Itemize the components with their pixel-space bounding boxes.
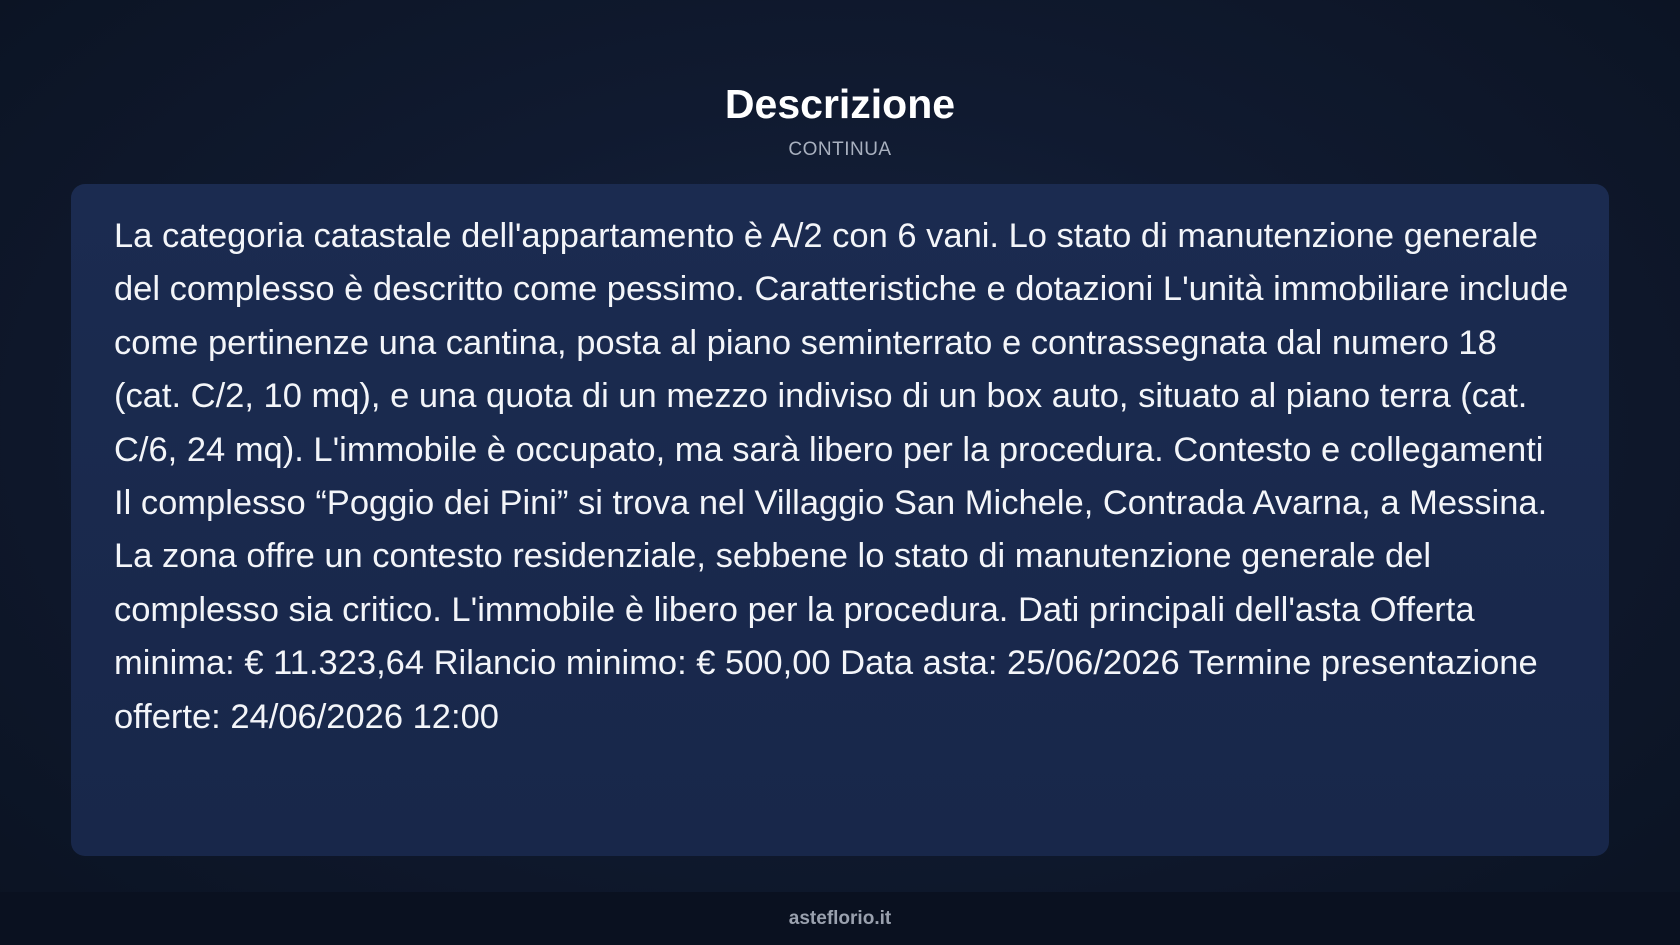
- site-name: asteflorio.it: [788, 908, 892, 929]
- section-header: [0, 78, 1680, 162]
- continua-label: CONTINUA: [788, 139, 892, 160]
- description-text: La categoria catastale dell'appartamento è A/2 con 6 vani. Lo stato di manutenzione generale del complesso è descritto come pessimo. Caratteristiche e dotazioni L'unità immobiliare include come pertinenze una cantina, posta al piano seminterrato e contrassegnata dal numero 18 (cat. C/2, 10 mq), e una quota di un mezzo indiviso di un box auto, situato al piano terra (cat. C/6, 24 mq). L'immobile è occupato, ma sarà libero per la procedura. Contesto e collegamenti Il complesso “Poggio dei Pini” si trova nel Villaggio San Michele, Contrada Avarna, a Messina. La zona offre un contesto residenziale, sebbene lo stato di manutenzione generale del complesso sia critico. L'immobile è libero per la procedura. Dati principali dell'asta Offerta minima: € 11.323,64 Rilancio minimo: € 500,00 Data asta: 25/06/2026 Termine presentazione offerte: 24/06/2026 12:00: [114, 217, 1569, 736]
- description-card: [71, 184, 1609, 856]
- page-title: Descrizione: [724, 81, 956, 127]
- footer-bar: [0, 892, 1680, 945]
